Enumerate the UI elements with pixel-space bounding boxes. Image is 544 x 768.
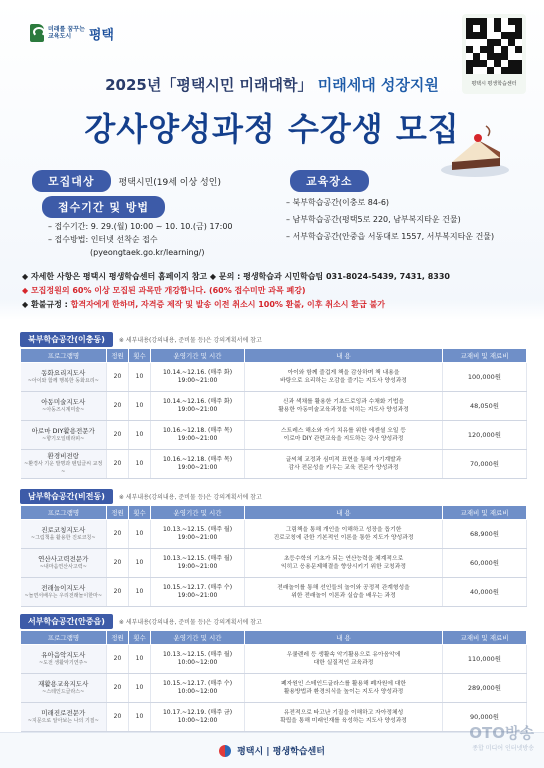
program-subtitle: ~스테인드글라스~	[42, 689, 85, 695]
qr-module	[515, 32, 522, 39]
sessions-cell: 10	[129, 363, 151, 392]
fee-cell: 68,900원	[443, 520, 527, 549]
capacity-cell: 20	[107, 703, 129, 732]
sessions-cell: 10	[129, 578, 151, 607]
section-north	[20, 332, 526, 479]
period-cell	[151, 674, 245, 703]
qr-caption: 평택시 평생학습센터	[471, 81, 517, 87]
qr-module	[494, 18, 501, 25]
qr-module	[466, 53, 473, 60]
qr-module	[473, 60, 480, 67]
period-dates: 10.13.~12.15. (매주 월)	[162, 526, 233, 533]
qr-module	[494, 25, 501, 32]
table-row	[21, 703, 527, 732]
content-line: 유전적으로 타고난 기질을 이해하고 자아정체성	[283, 710, 404, 716]
program-cell	[21, 392, 107, 421]
content-cell	[245, 645, 443, 674]
footer-org: 평택시 | 평생학습센터	[237, 747, 325, 757]
period-cell	[151, 549, 245, 578]
period-dates: 10.17.~12.19. (매주 금)	[162, 709, 233, 716]
qr-module	[466, 67, 473, 74]
col-capacity: 정원	[107, 506, 129, 520]
fee-cell: 40,000원	[443, 578, 527, 607]
table-row	[21, 392, 527, 421]
fee-cell: 90,000원	[443, 703, 527, 732]
sessions-cell: 10	[129, 674, 151, 703]
period-line: – 접수방법: 인터넷 선착순 접수	[48, 235, 158, 244]
capacity-cell: 20	[107, 450, 129, 479]
qr-module	[487, 67, 494, 74]
content-line: 확립을 통해 미래인재를 육성하는 지도사 양성과정	[280, 718, 407, 724]
program-cell	[21, 363, 107, 392]
content-line: 스트레스 해소와 자기 치유를 위한 에센셜 오일 등	[281, 428, 406, 434]
qr-module	[480, 32, 487, 39]
qr-module	[508, 18, 515, 25]
note-refund	[22, 298, 522, 312]
section-note: ※ 세부내용(강의내용, 준비물 등)은 강의계획서에 참고	[118, 336, 262, 344]
qr-module	[508, 32, 515, 39]
program-subtitle: ~아동즈시계미술~	[42, 407, 85, 413]
note-min-enrollment: ◆ 모집정원의 60% 이상 모집된 과목만 개강합니다. (60% 접수미만 과목 폐강)	[22, 286, 306, 295]
place-label: 교육장소	[290, 170, 369, 192]
qr-module	[508, 67, 515, 74]
program-subtitle: ~도전 생활악기연주~	[38, 660, 88, 666]
period-dates: 10.15.~12.17. (매주 수)	[162, 584, 233, 591]
qr-module	[473, 53, 480, 60]
capacity-cell: 20	[107, 645, 129, 674]
city-logo	[30, 22, 114, 44]
fee-cell: 110,000원	[443, 645, 527, 674]
program-name: 연산사고력전문가	[38, 555, 89, 563]
program-table	[20, 630, 527, 732]
subtitle-prefix: 2025년「평택시민 미래대학」	[105, 76, 313, 94]
logo-emblem-icon	[30, 24, 44, 42]
capacity-cell: 20	[107, 392, 129, 421]
table-header-row	[21, 349, 527, 363]
table-row	[21, 549, 527, 578]
col-capacity: 정원	[107, 631, 129, 645]
qr-module	[508, 53, 515, 60]
content-line: 글씨체 교정과 심미적 표현을 통해 자기계발과	[285, 457, 402, 463]
fee-cell: 48,050원	[443, 392, 527, 421]
content-line: 진로코칭에 관한 기본적인 이론을 통한 지도가 양성과정	[273, 535, 414, 541]
qr-module	[494, 39, 501, 46]
table-header-row	[21, 631, 527, 645]
program-name: 유아음악지도사	[41, 651, 86, 659]
col-fee: 교재비 및 재료비	[443, 349, 527, 363]
section-header	[20, 489, 526, 503]
qr-module	[473, 39, 480, 46]
col-period: 운영기간 및 시간	[151, 631, 245, 645]
period-cell	[151, 450, 245, 479]
qr-module	[515, 18, 522, 25]
qr-module	[473, 25, 480, 32]
content-cell	[245, 363, 443, 392]
period-dates: 10.16.~12.18. (매주 목)	[162, 427, 233, 434]
program-name: 환경비전랑	[47, 452, 79, 460]
sessions-cell: 10	[129, 645, 151, 674]
period-time: 19:00~21:00	[177, 592, 218, 599]
period-cell	[151, 645, 245, 674]
table-row	[21, 421, 527, 450]
qr-module	[466, 46, 473, 53]
content-cell	[245, 578, 443, 607]
program-cell	[21, 520, 107, 549]
table-row	[21, 520, 527, 549]
section-tag: 남부학습공간(비전동)	[20, 489, 113, 504]
qr-module	[473, 32, 480, 39]
qr-module	[501, 60, 508, 67]
qr-module	[487, 25, 494, 32]
qr-module	[515, 53, 522, 60]
content-cell	[245, 520, 443, 549]
sessions-cell: 10	[129, 450, 151, 479]
capacity-cell: 20	[107, 520, 129, 549]
section-tag: 북부학습공간(이충동)	[20, 332, 113, 347]
logo-slogan-2: 교육도시	[48, 33, 72, 40]
qr-module	[487, 60, 494, 67]
period-dates: 10.15.~12.17. (매주 수)	[162, 680, 233, 687]
program-name: 아로마 DIY활용전문가	[31, 427, 95, 435]
content-line: 바탕으로 요리하는 오감을 즐기는 지도사 양성과정	[280, 378, 407, 384]
content-cell	[245, 421, 443, 450]
content-line: 초등수학의 기초가 되는 연산능력을 체계적으로	[283, 556, 404, 562]
sessions-cell: 10	[129, 703, 151, 732]
content-line: 전래놀이를 통해 선인들의 놀이와 공정적 관계형성을	[277, 585, 410, 591]
qr-code-icon[interactable]	[466, 18, 522, 74]
program-cell	[21, 450, 107, 479]
content-line: 감사 전문성을 키우는 교육 전문가 양성과정	[288, 465, 399, 471]
period-cell	[151, 421, 245, 450]
capacity-cell: 20	[107, 578, 129, 607]
program-name: 동화요리지도사	[41, 369, 86, 377]
period-time: 19:00~21:00	[177, 464, 218, 471]
content-cell	[245, 674, 443, 703]
section-note: ※ 세부내용(강의내용, 준비물 등)은 강의계획서에 참고	[118, 493, 262, 501]
content-line: 그림책을 통해 개인을 이해하고 성장을 돕기한	[285, 527, 402, 533]
qr-module	[515, 39, 522, 46]
program-name: 재활용교육지도사	[38, 680, 89, 688]
qr-module	[515, 60, 522, 67]
qr-module	[501, 53, 508, 60]
place-line: – 서부학습공간(안중읍 서동대로 1557, 서부복지타운 건물)	[286, 232, 495, 241]
content-cell	[245, 392, 443, 421]
watermark-logo: OTO방송	[469, 724, 534, 742]
qr-module	[487, 39, 494, 46]
col-period: 운영기간 및 시간	[151, 506, 245, 520]
sessions-cell: 10	[129, 421, 151, 450]
period-cell	[151, 363, 245, 392]
period-cell	[151, 578, 245, 607]
col-program: 프로그램명	[21, 506, 107, 520]
content-line: 이로마 DIY 관련교육을 지도하는 강사 양성과정	[283, 436, 404, 442]
qr-module	[494, 32, 501, 39]
program-cell	[21, 703, 107, 732]
content-cell	[245, 549, 443, 578]
content-cell	[245, 703, 443, 732]
qr-module	[494, 67, 501, 74]
logo-text-block	[48, 26, 85, 40]
period-time: 10:00~12:00	[177, 659, 218, 666]
period-dates: 10.13.~12.15. (매주 월)	[162, 555, 233, 562]
period-dates: 10.14.~12.16. (매주 화)	[162, 369, 233, 376]
program-subtitle: ~놀면서배우는 우리전래놀이한마~	[24, 593, 103, 599]
qr-module	[487, 53, 494, 60]
sessions-cell: 10	[129, 392, 151, 421]
period-time: 19:00~21:00	[177, 563, 218, 570]
program-name: 미래진로전문가	[41, 709, 86, 717]
qr-module	[466, 18, 473, 25]
qr-module	[480, 25, 487, 32]
col-program: 프로그램명	[21, 349, 107, 363]
qr-module	[480, 53, 487, 60]
program-cell	[21, 549, 107, 578]
col-sessions: 횟수	[129, 506, 151, 520]
program-cell	[21, 645, 107, 674]
content-line: 활용한 아동미술교육과정을 익히는 지도사 양성과정	[278, 407, 409, 413]
program-subtitle: ~환경사 기운 발명과 텐텀글씨 교정~	[24, 461, 103, 475]
period-time: 19:00~21:00	[177, 534, 218, 541]
qr-module	[466, 39, 473, 46]
qr-module	[508, 46, 515, 53]
qr-module	[515, 46, 522, 53]
content-line: 우쿨렌레 등 생활속 악기활용으로 유아음악에	[286, 652, 401, 658]
qr-module	[501, 25, 508, 32]
table-row	[21, 450, 527, 479]
qr-module	[473, 46, 480, 53]
fee-cell: 289,000원	[443, 674, 527, 703]
period-line: – 접수기간: 9. 29.(월) 10:00 ~ 10. 10.(금) 17:00	[48, 222, 233, 231]
content-line: 대한 실질적인 교육과정	[313, 660, 374, 666]
note-refund-label: ◆ 환불규정 :	[22, 300, 71, 309]
content-cell	[245, 450, 443, 479]
qr-module	[466, 25, 473, 32]
qr-module	[508, 60, 515, 67]
col-content: 내 용	[245, 506, 443, 520]
section-header	[20, 614, 526, 628]
capacity-cell: 20	[107, 674, 129, 703]
notes-block	[22, 270, 522, 312]
qr-module	[487, 46, 494, 53]
fee-cell: 120,000원	[443, 421, 527, 450]
content-line: 신과 색채를 활용한 기초드로잉과 수채화 기법을	[282, 399, 405, 405]
target-label: 모집대상	[32, 170, 111, 192]
watermark	[469, 722, 534, 752]
place-line: – 북부학습공간(이충로 84-6)	[286, 198, 390, 207]
fee-cell: 60,000원	[443, 549, 527, 578]
qr-module	[473, 67, 480, 74]
program-name: 전래놀이지도사	[41, 584, 86, 592]
logo-city-name: 평택	[88, 27, 114, 43]
section-note: ※ 세부내용(강의내용, 준비물 등)은 강의계획서에 참고	[118, 618, 262, 626]
qr-module	[480, 67, 487, 74]
qr-module	[487, 32, 494, 39]
program-table	[20, 505, 527, 607]
qr-module	[487, 18, 494, 25]
subtitle-highlight: 미래세대 성장지원	[317, 76, 439, 94]
table-header-row	[21, 506, 527, 520]
col-period: 운영기간 및 시간	[151, 349, 245, 363]
qr-module	[515, 25, 522, 32]
period-time: 19:00~21:00	[177, 377, 218, 384]
logo-slogan-1: 미래를 꿈꾸는	[48, 26, 85, 33]
period-dates: 10.13.~12.15. (매주 월)	[162, 651, 233, 658]
period-label: 접수기간 및 방법	[42, 196, 165, 218]
qr-module	[501, 18, 508, 25]
content-line: 활용방법과 환경의식을 높이는 지도사 양성과정	[283, 689, 404, 695]
city-emblem-icon	[219, 745, 231, 757]
program-table	[20, 348, 527, 479]
qr-module	[480, 60, 487, 67]
qr-module	[501, 39, 508, 46]
col-content: 내 용	[245, 631, 443, 645]
period-cell	[151, 703, 245, 732]
period-details	[48, 220, 233, 259]
watermark-caption: 종합 미디어 인터넷방송	[472, 745, 534, 752]
qr-module	[473, 18, 480, 25]
qr-module	[494, 46, 501, 53]
capacity-cell: 20	[107, 549, 129, 578]
note-contact: ◆ 자세한 사항은 평택시 평생학습센터 홈페이지 참고 ◆ 문의 : 평생학습과 시민학습팀 031-8024-5439, 7431, 8330	[22, 272, 450, 281]
qr-module	[508, 39, 515, 46]
content-line: 폐자원인 스테인드글라스를 활용해 폐자원에 대한	[281, 681, 406, 687]
program-name: 아동미술지도사	[41, 398, 86, 406]
period-dates: 10.16.~12.18. (매주 목)	[162, 456, 233, 463]
qr-module	[466, 32, 473, 39]
place-details	[286, 194, 494, 245]
qr-module	[501, 32, 508, 39]
program-subtitle: ~그림책을 활용한 진로코칭~	[30, 535, 96, 541]
place-line: – 남부학습공간(평택5로 220, 남부복지타운 건물)	[286, 215, 461, 224]
qr-module	[480, 39, 487, 46]
table-row	[21, 645, 527, 674]
program-subtitle: ~아이와 함께 행복한 동화요리~	[27, 378, 99, 384]
sessions-cell: 10	[129, 549, 151, 578]
capacity-cell: 20	[107, 363, 129, 392]
program-subtitle: ~내마음연산사고력~	[39, 564, 87, 570]
section-west	[20, 614, 526, 732]
qr-module	[501, 67, 508, 74]
qr-module	[480, 46, 487, 53]
target-row	[32, 170, 221, 192]
period-time: 10:00~12:00	[177, 688, 218, 695]
col-capacity: 정원	[107, 349, 129, 363]
qr-module	[494, 53, 501, 60]
col-sessions: 횟수	[129, 349, 151, 363]
col-fee: 교재비 및 재료비	[443, 631, 527, 645]
fee-cell: 70,000원	[443, 450, 527, 479]
qr-module	[515, 67, 522, 74]
period-time: 19:00~21:00	[177, 406, 218, 413]
qr-module	[501, 46, 508, 53]
target-value: 평택시민(19세 이상 성인)	[118, 177, 221, 188]
table-row	[21, 363, 527, 392]
period-url[interactable]: (pyeongtaek.go.kr/learning/)	[90, 248, 205, 257]
program-cell	[21, 578, 107, 607]
period-cell	[151, 520, 245, 549]
place-label-wrap	[290, 170, 369, 192]
period-dates: 10.14.~12.16. (매주 화)	[162, 398, 233, 405]
period-label-wrap	[42, 196, 165, 218]
period-time: 10:00~12:00	[177, 717, 218, 724]
program-subtitle: ~지문으로 알아보는 나의 기질~	[27, 718, 99, 724]
program-subtitle: ~향기오일테라피~	[42, 436, 85, 442]
table-row	[21, 578, 527, 607]
subtitle	[0, 74, 544, 95]
sessions-cell: 10	[129, 520, 151, 549]
period-time: 19:00~21:00	[177, 435, 218, 442]
footer	[0, 732, 544, 768]
col-fee: 교재비 및 재료비	[443, 506, 527, 520]
period-cell	[151, 392, 245, 421]
col-content: 내 용	[245, 349, 443, 363]
section-header	[20, 332, 526, 346]
fee-cell: 100,000원	[443, 363, 527, 392]
capacity-cell: 20	[107, 421, 129, 450]
table-row	[21, 674, 527, 703]
program-name: 진로코칭지도사	[41, 526, 86, 534]
col-program: 프로그램명	[21, 631, 107, 645]
section-tag: 서부학습공간(안중읍)	[20, 614, 113, 629]
program-cell	[21, 674, 107, 703]
qr-module	[494, 60, 501, 67]
main-title: 강사양성과정 수강생 모집	[84, 110, 460, 148]
content-line: 익히고 응용문제해결을 향상시키기 위한 코칭과정	[281, 564, 406, 570]
col-sessions: 횟수	[129, 631, 151, 645]
content-line: 위한 전래놀이 이론과 실습을 배우는 과정	[291, 593, 396, 599]
qr-module	[466, 60, 473, 67]
note-refund-value: 합격자에게 한하며, 자격증 제작 및 발송 이전 취소시 100% 환불, 이후 취소시 환급 불가	[70, 300, 385, 309]
content-line: 아이와 함께 즐겁게 책을 감상하며 책 내용을	[287, 370, 400, 376]
program-cell	[21, 421, 107, 450]
qr-module	[480, 18, 487, 25]
section-south	[20, 489, 526, 607]
qr-module	[508, 25, 515, 32]
